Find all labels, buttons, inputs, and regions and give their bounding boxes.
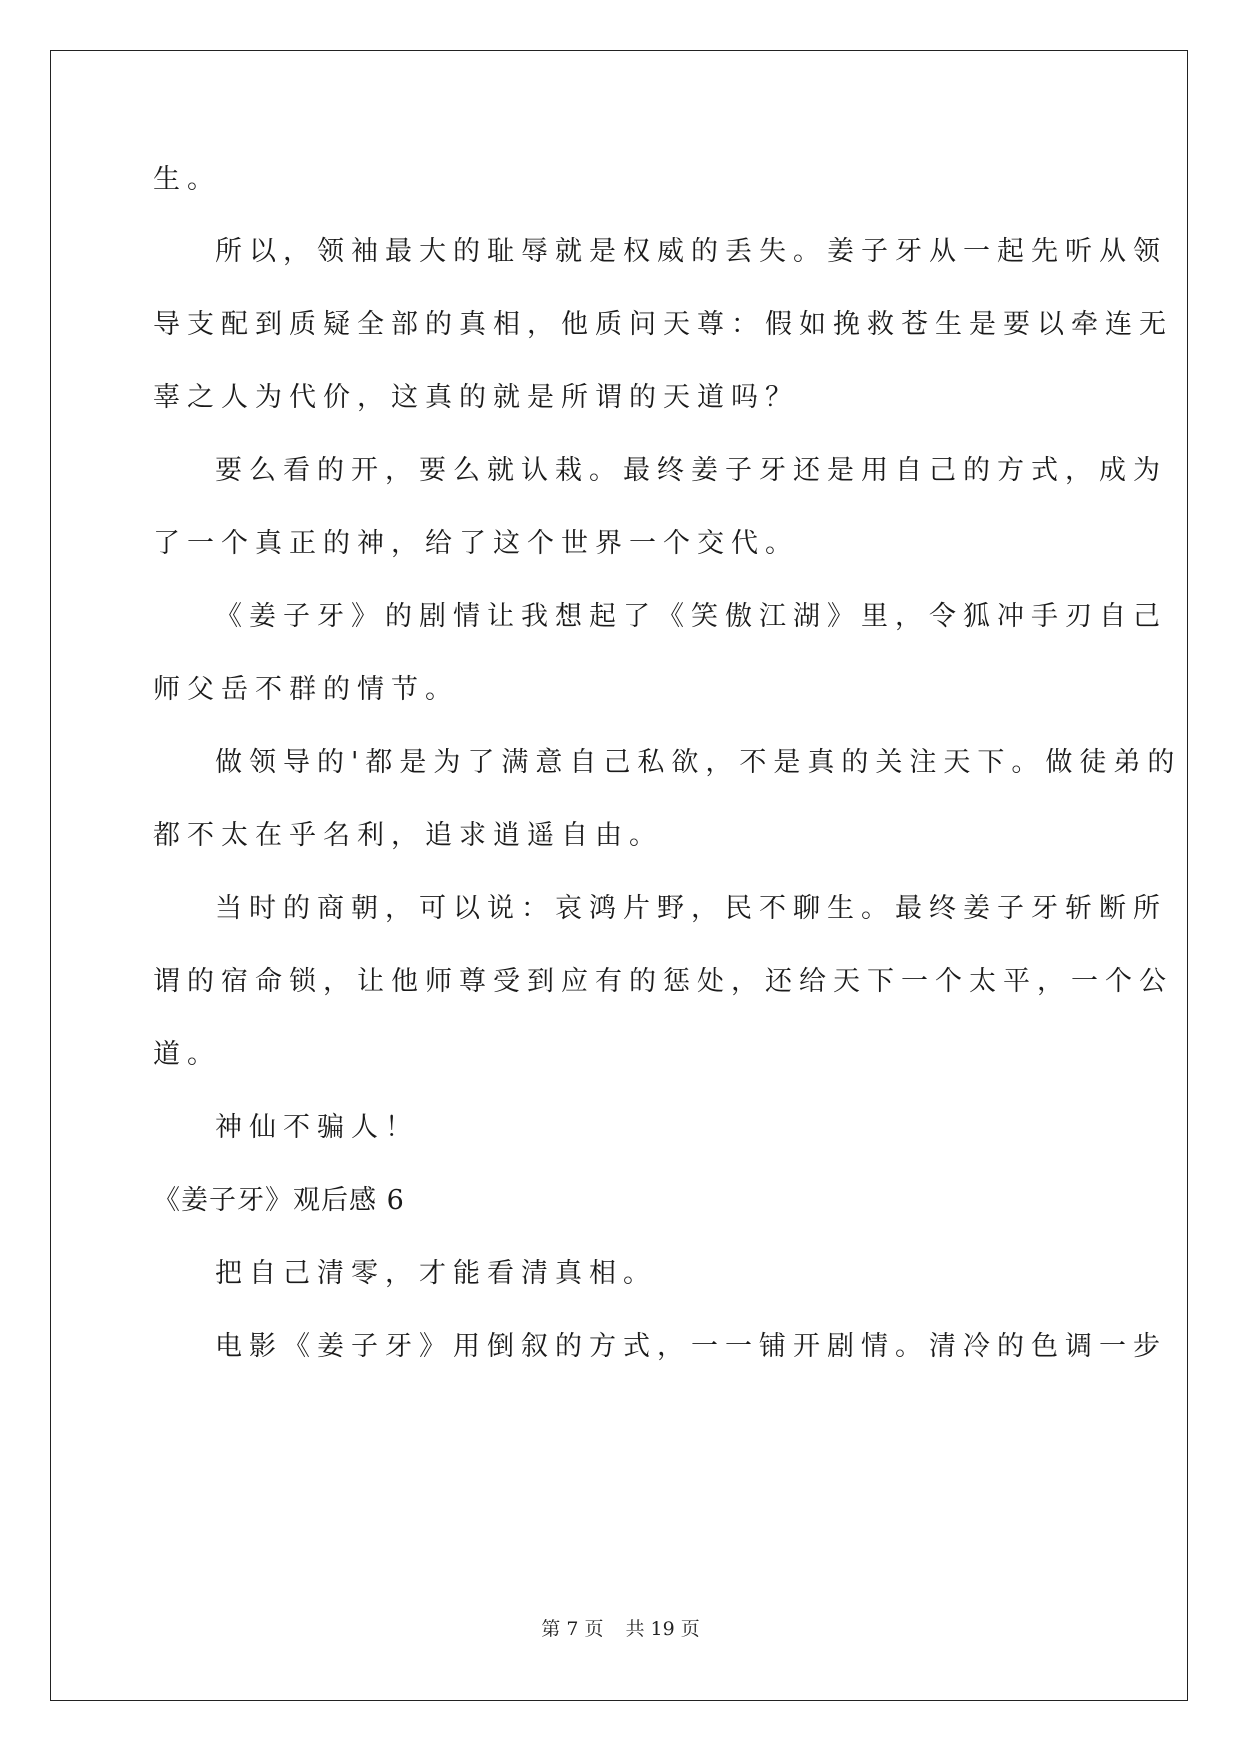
page-total: 共 19 页: [625, 1618, 700, 1640]
paragraph-start: 把自己清零，才能看清真相。: [215, 1258, 657, 1289]
text-line: 道。: [153, 1039, 221, 1070]
text-line: 了一个真正的神，给了这个世界一个交代。: [153, 528, 799, 559]
paragraph-start: 《姜子牙》的剧情让我想起了《笑傲江湖》里，令狐冲手刃自己: [215, 601, 1167, 632]
text-line: 生。: [153, 164, 221, 195]
section-heading: 《姜子牙》观后感 6: [153, 1185, 405, 1216]
text-line: 辜之人为代价，这真的就是所谓的天道吗？: [153, 382, 799, 413]
text-line: 导支配到质疑全部的真相，他质问天尊：假如挽救苍生是要以牵连无: [153, 309, 1173, 340]
paragraph-start: 神仙不骗人！: [215, 1112, 419, 1143]
paragraph-start: 当时的商朝，可以说：哀鸿片野，民不聊生。最终姜子牙斩断所: [215, 893, 1167, 924]
page-footer: [0, 1614, 1241, 1641]
text-line: 都不太在乎名利，追求逍遥自由。: [153, 820, 663, 851]
text-line: 谓的宿命锁，让他师尊受到应有的惩处，还给天下一个太平，一个公: [153, 966, 1173, 997]
paragraph-start: 做领导的'都是为了满意自己私欲，不是真的关注天下。做徒弟的: [215, 747, 1182, 778]
paragraph-start: 电影《姜子牙》用倒叙的方式，一一铺开剧情。清冷的色调一步: [215, 1331, 1167, 1362]
paragraph-start: 要么看的开，要么就认栽。最终姜子牙还是用自己的方式，成为: [215, 455, 1167, 486]
page-number: 第 7 页: [541, 1618, 604, 1640]
text-line: 师父岳不群的情节。: [153, 674, 459, 705]
paragraph-start: 所以，领袖最大的耻辱就是权威的丢失。姜子牙从一起先听从领: [215, 236, 1167, 267]
page-border: [50, 50, 1188, 1701]
